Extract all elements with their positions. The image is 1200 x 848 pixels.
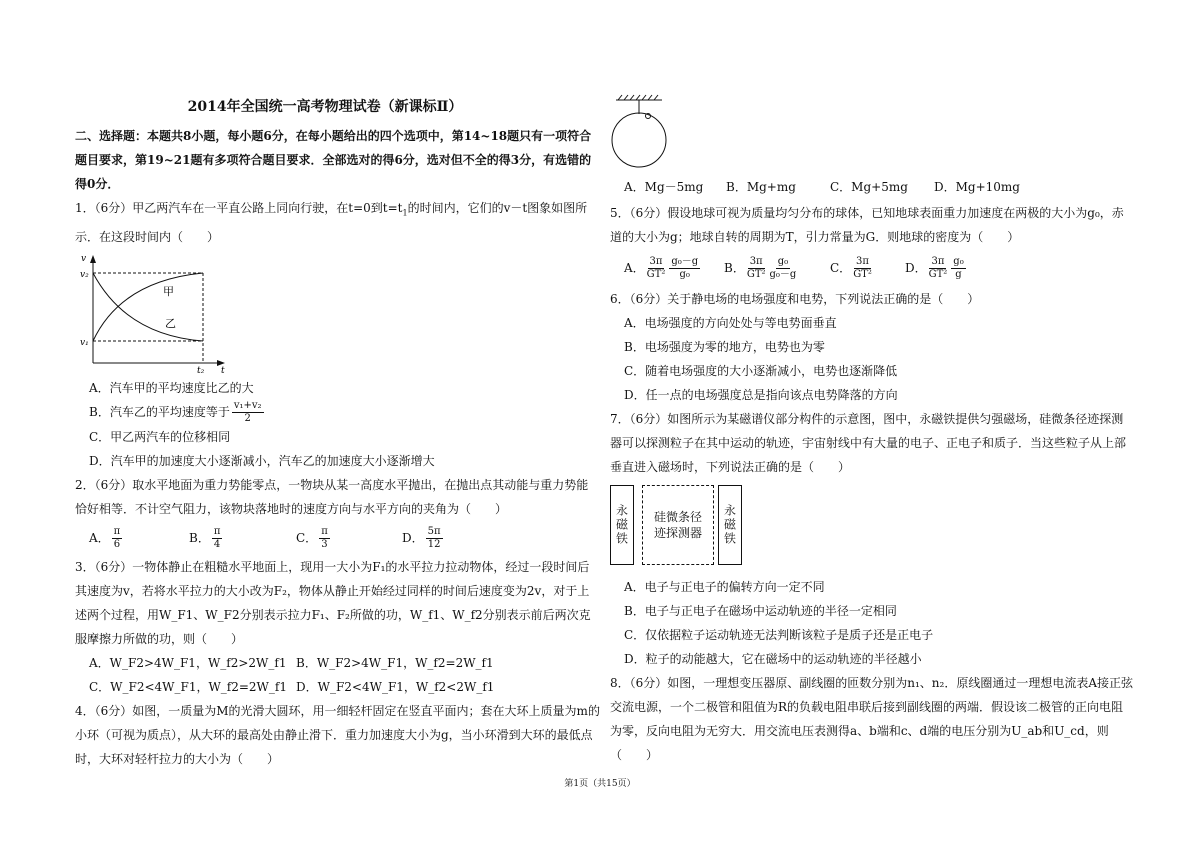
q5-option-a: A． $\frac{3\pi}{\text{GT²}}$ $\frac{\text{g₀－g}}{\text{g₀}}$: [624, 256, 699, 280]
section-heading: 二、选择题：本题共8小题，每小题6分，在每小题给出的四个选项中，第14~18题只有一项符合题目要求，第19~21题有多项符合题目要求．全部选对的得6分，选对但不全的得3分，有选错的得0分．: [75, 129, 592, 191]
q6-option-d: D．任一点的电场强度总是指向该点电势降落的方向: [624, 388, 898, 402]
right-magnet: 永磁铁: [718, 485, 742, 565]
q5-options: [610, 249, 1135, 287]
q1-option-d: D．汽车甲的加速度大小逐渐减小，汽车乙的加速度大小逐渐增大: [89, 454, 435, 469]
q2-option-a: A． $\frac{\pi}{6}$: [89, 526, 121, 551]
q4-option-d: D．Mg+10mg: [934, 180, 1020, 194]
q4-option-b: B．Mg+mg: [726, 180, 796, 194]
q3-option-b: B．W_F2>4W_F1，W_f2=2W_f1: [296, 656, 494, 671]
q5-option-d: D． $\frac{3\pi}{\text{GT²}}$ $\frac{\text{g₀}}{g}$: [905, 256, 964, 280]
question-2-stem: 2．（6分）取水平地面为重力势能零点，一物块从某一高度水平抛出，在抛出点其动能与重力势能恰好相等．不计空气阻力，该物块落地时的速度方向与水平方向的夹角为（ ）: [75, 478, 589, 517]
t2-label: t₂: [197, 366, 205, 377]
jia-label: 甲: [163, 285, 174, 299]
question-8-stem: 8．（6分）如图，一理想变压器原、副线圈的匝数分别为n₁、n₂．原线圈通过一理想电流表A接正弦交流电源，一个二极管和阻值为R的负载电阻串联后接到副线圈的两端．假设该二极管的正向电阻为零，反向电阻为无穷大．用交流电压表测得a、b端和c、d端的电压分别为U_ab和U_cd，则（ ）: [610, 676, 1134, 762]
q6-option-b: B．电场强度为零的地方，电势也为零: [624, 340, 825, 354]
q7-option-c: C．仅依据粒子运动轨迹无法判断该粒子是质子还是正电子: [624, 628, 934, 642]
question-3-stem: 3．（6分）一物体静止在粗糙水平地面上，现用一大小为F₁的水平拉力拉动物体，经过一段时间后其速度为v，若将水平拉力的大小改为F₂，物体从静止开始经过同样的时间后速度变为2v，对于上述两个过程，用W_F1、W_F2分别表示拉力F₁、F₂所做的功，W_f1、W_f2分别表示前后两次克服摩擦力所做的功，则（ ）: [75, 560, 591, 647]
question-4-stem: 4．（6分）如图，一质量为M的光滑大圆环，用一细轻杆固定在竖直平面内；套在大环上质量为m的小环（可视为质点），从大环的最高处由静止滑下．重力加速度大小为g，当小环滑到大环的最低点时，大环对轻杆拉力的大小为（ ）: [75, 704, 600, 767]
page-footer: 第1页（共15页）: [564, 779, 636, 789]
q2-option-c: C． $\frac{\pi}{3}$: [296, 526, 328, 551]
q3-options-row-2: [75, 675, 600, 699]
q3-option-d: D．W_F2<4W_F1，W_f2<2W_f1: [296, 680, 495, 695]
q7-option-d: D．粒子的动能越大，它在磁场中的运动轨迹的半径越小: [624, 652, 922, 666]
q4-option-c: C．Mg+5mg: [830, 180, 908, 194]
v2-label: v₂: [80, 270, 89, 281]
q6-option-c: C．随着电场强度的大小逐渐减小，电势也逐渐降低: [624, 364, 898, 378]
v1-label: v₁: [80, 338, 89, 349]
t-axis-label: t: [221, 366, 225, 377]
question-1-stem: 1．（6分）甲乙两汽车在一平直公路上同向行驶，在t=0到$t=t_1$的时间内，它们的v－t图象如图所示．在这段时间内（ ）: [75, 201, 588, 245]
q4-option-a: A．Mg－5mg: [624, 180, 704, 194]
page-title: 2014年全国统一高考物理试卷（新课标Ⅱ）: [187, 99, 463, 115]
q6-option-a: A．电场强度的方向处处与等电势面垂直: [624, 316, 837, 330]
question-5-stem: 5．（6分）假设地球可视为质量均匀分布的球体，已知地球表面重力加速度在两极的大小为g₀，赤道的大小为g；地球自转的周期为T，引力常量为G．则地球的密度为（ ）: [610, 206, 1124, 244]
q3-option-a: A．W_F2>4W_F1，W_f2>2W_f1: [89, 656, 287, 671]
q5-option-b: B． $\frac{3\pi}{\text{GT²}}$ $\frac{\text{g₀}}{\text{g₀－g}}$: [724, 256, 797, 280]
v-axis-label: v: [81, 254, 87, 265]
q5-option-c: C． $\frac{3\pi}{\text{GT²}}$: [830, 256, 872, 280]
q3-options-row-1: [75, 651, 600, 675]
q1-option-b: B．汽车乙的平均速度等于 $\frac{\text{v₁+v₂}}{2}$: [89, 400, 262, 425]
detector-box: 硅微条径 迹探测器: [642, 485, 714, 565]
vt-graph: [80, 253, 231, 377]
q1-option-c: C．甲乙两汽车的位移相同: [89, 430, 231, 445]
right-column: [610, 94, 1135, 767]
q7-option-a: A．电子与正电子的偏转方向一定不同: [624, 580, 825, 594]
spectrometer-figure: [610, 485, 1135, 575]
q3-option-c: C．W_F2<4W_F1，W_f2=2W_f1: [89, 680, 287, 695]
left-magnet: 永磁铁: [610, 485, 634, 565]
ring-figure: [610, 94, 680, 172]
question-7-stem: 7．（6分）如图所示为某磁谱仪部分构件的示意图，图中，永磁铁提供匀强磁场，硅微条径迹探测器可以探测粒子在其中运动的轨迹，宇宙射线中有大量的电子、正电子和质子．当这些粒子从上部垂直进入磁场时，下列说法正确的是（ ）: [610, 412, 1127, 474]
left-column: [75, 124, 600, 771]
q2-option-b: B． $\frac{\pi}{4}$: [189, 526, 221, 551]
question-6-stem: 6．（6分）关于静电场的电场强度和电势，下列说法正确的是（ ）: [610, 292, 980, 306]
q7-option-b: B．电子与正电子在磁场中运动轨迹的半径一定相同: [624, 604, 897, 618]
q4-options: [610, 173, 1135, 201]
q2-option-d: D． $\frac{5\pi}{12}$: [402, 526, 441, 551]
yi-label: 乙: [165, 317, 176, 331]
q2-options: [75, 521, 600, 555]
q1-option-a: A．汽车甲的平均速度比乙的大: [89, 381, 254, 396]
